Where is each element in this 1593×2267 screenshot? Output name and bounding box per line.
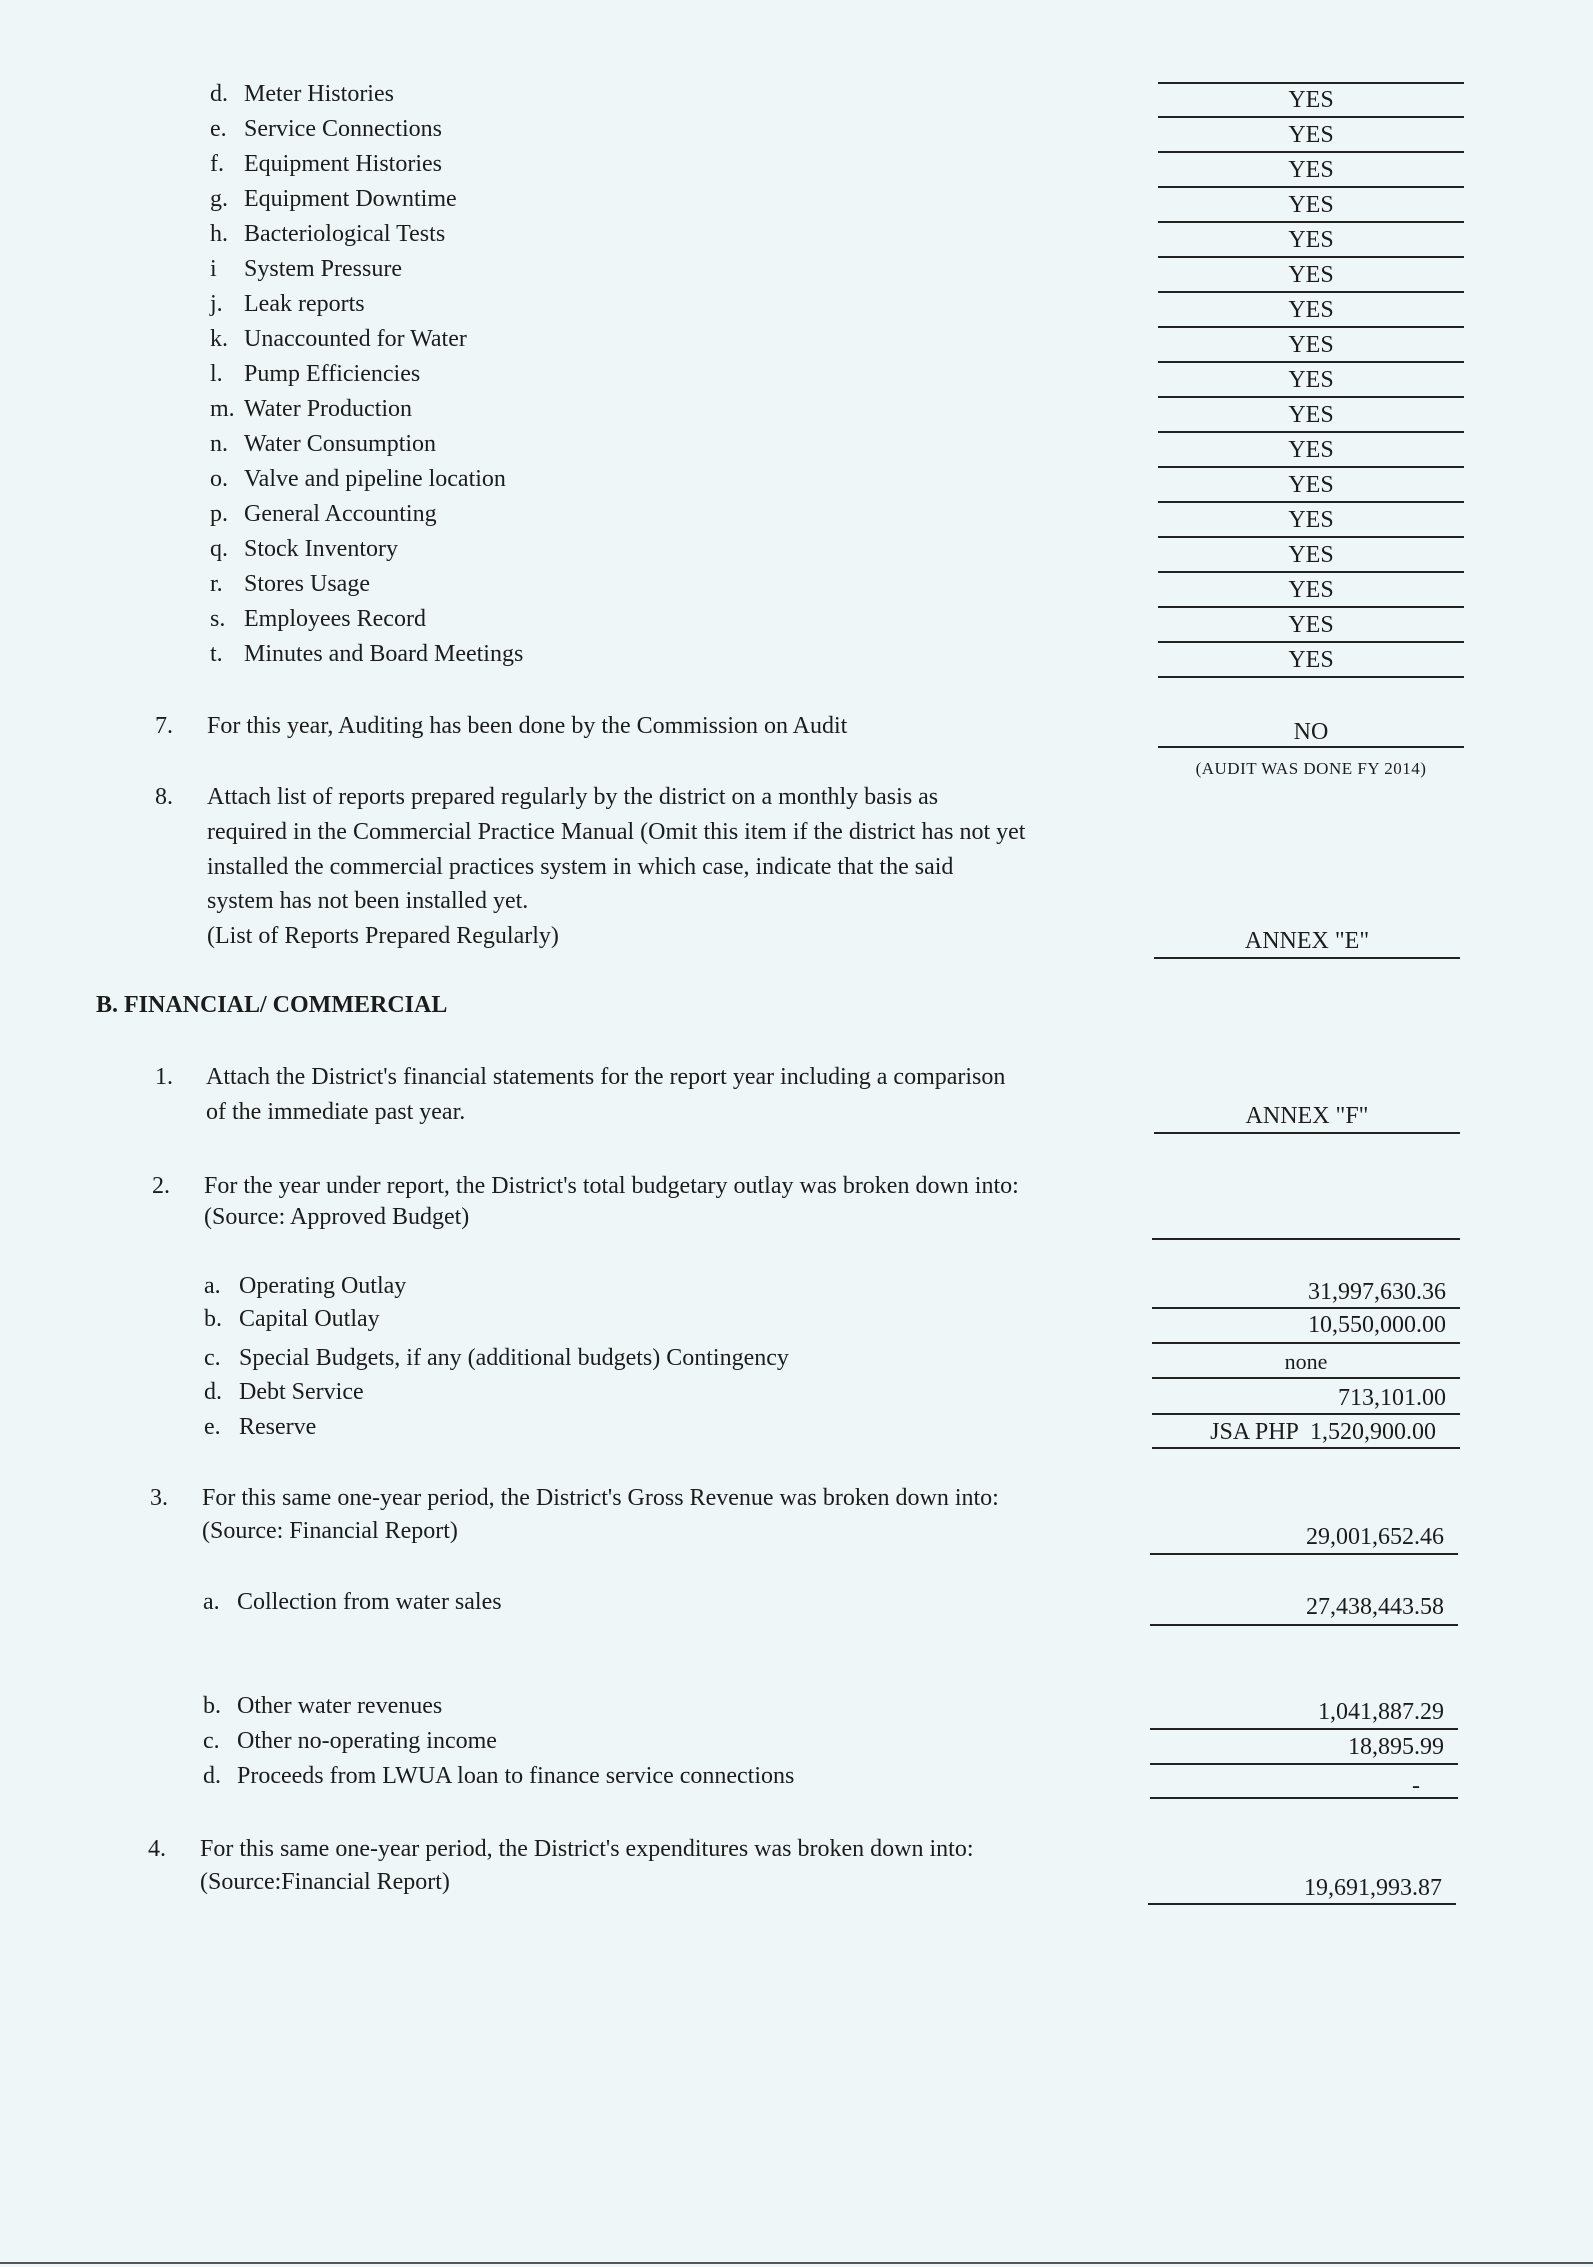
item-label: Other water revenues	[237, 1693, 443, 1719]
item-letter: d.	[204, 1379, 222, 1405]
item-text-line: For this same one-year period, the District's expenditures was broken down into:	[200, 1836, 974, 1862]
page-bottom-edge	[0, 2262, 1593, 2264]
item-label: Collection from water sales	[237, 1589, 502, 1615]
answer-rule	[1150, 1763, 1458, 1765]
amount-value: 27,438,443.58	[1306, 1594, 1444, 1620]
item-label: Water Production	[244, 396, 413, 422]
item-text-line: of the immediate past year.	[206, 1099, 466, 1125]
answer-rule	[1154, 1132, 1460, 1134]
answer-rule	[1158, 116, 1464, 118]
item-label: Leak reports	[244, 291, 365, 317]
item-text-line: system has not been installed yet.	[207, 888, 529, 914]
item-letter: o.	[210, 466, 228, 492]
answer-value: YES	[1288, 437, 1334, 463]
answer-value: YES	[1288, 227, 1334, 253]
item-letter: g.	[210, 186, 228, 212]
item-letter: b.	[203, 1693, 221, 1719]
answer-value: YES	[1288, 157, 1334, 183]
answer-value: YES	[1288, 472, 1334, 498]
item-label: Stores Usage	[244, 571, 370, 597]
item-label: Water Consumption	[244, 431, 437, 457]
amount-value: 31,997,630.36	[1308, 1279, 1446, 1305]
item-label: Pump Efficiencies	[244, 361, 421, 387]
annex-reference: ANNEX "E"	[1244, 928, 1370, 954]
item-number: 1.	[155, 1064, 173, 1090]
item-label: Service Connections	[244, 116, 442, 142]
answer-rule	[1154, 957, 1460, 959]
item-text-line: installed the commercial practices system in which case, indicate that the said	[207, 854, 954, 880]
item-label: Minutes and Board Meetings	[244, 641, 524, 667]
item-letter: k.	[210, 326, 228, 352]
answer-rule	[1150, 1553, 1458, 1555]
answer-rule	[1158, 431, 1464, 433]
amount-value: 18,895.99	[1348, 1734, 1444, 1760]
item-number: 2.	[152, 1173, 170, 1199]
item-text-line: For the year under report, the District's total budgetary outlay was broken down into:	[204, 1173, 1019, 1199]
answer-rule	[1158, 256, 1464, 258]
annex-reference: ANNEX "F"	[1245, 1103, 1369, 1129]
answer-value: YES	[1288, 542, 1334, 568]
item-letter: n.	[210, 431, 228, 457]
item-letter: c.	[203, 1728, 220, 1754]
item-letter: r.	[210, 571, 223, 597]
answer-rule	[1152, 1413, 1460, 1415]
answer-value: YES	[1288, 297, 1334, 323]
item-text-line: Attach the District's financial statements for the report year including a comparison	[206, 1064, 1006, 1090]
answer-rule	[1158, 536, 1464, 538]
item-letter: a.	[203, 1589, 220, 1615]
answer-rule	[1158, 361, 1464, 363]
item-number: 7.	[155, 713, 173, 739]
answer-value: YES	[1288, 507, 1334, 533]
item-label: Reserve	[239, 1414, 317, 1440]
audit-note: (AUDIT WAS DONE FY 2014)	[1195, 759, 1427, 778]
item-number: 4.	[148, 1836, 166, 1862]
amount-value: 1,041,887.29	[1318, 1699, 1444, 1725]
item-letter: e.	[204, 1414, 221, 1440]
answer-value: YES	[1288, 402, 1334, 428]
answer-rule	[1158, 746, 1464, 748]
answer-value: YES	[1288, 122, 1334, 148]
item-label: System Pressure	[244, 256, 402, 282]
expenditures-total: 19,691,993.87	[1304, 1875, 1442, 1901]
item-text-line: (Source: Approved Budget)	[204, 1204, 470, 1230]
answer-rule	[1158, 676, 1464, 678]
answer-rule	[1152, 1377, 1460, 1379]
answer-rule	[1158, 641, 1464, 643]
item-label: Equipment Histories	[244, 151, 442, 177]
item-label: Employees Record	[244, 606, 426, 632]
answer-rule	[1150, 1728, 1458, 1730]
item-text-line: required in the Commercial Practice Manual (Omit this item if the district has not yet	[207, 819, 1026, 845]
item-label: Bacteriological Tests	[244, 221, 446, 247]
item-label: Stock Inventory	[244, 536, 398, 562]
item-text-line: Attach list of reports prepared regularly by the district on a monthly basis as	[207, 784, 939, 810]
item-letter: t.	[210, 641, 223, 667]
item-text: For this year, Auditing has been done by the Commission on Audit	[207, 713, 848, 739]
answer-value: YES	[1288, 262, 1334, 288]
answer-rule	[1150, 1624, 1458, 1626]
answer-rule	[1158, 466, 1464, 468]
answer-rule	[1158, 82, 1464, 84]
item-label: Other no-operating income	[237, 1728, 497, 1754]
answer-rule	[1152, 1447, 1460, 1449]
item-label: General Accounting	[244, 501, 437, 527]
item-label: Proceeds from LWUA loan to finance service connections	[237, 1763, 795, 1789]
item-letter: f.	[210, 151, 224, 177]
item-label: Meter Histories	[244, 81, 394, 107]
answer-rule	[1158, 221, 1464, 223]
item-label: Capital Outlay	[239, 1306, 380, 1332]
item-letter: c.	[204, 1345, 221, 1371]
item-text-line: For this same one-year period, the District's Gross Revenue was broken down into:	[202, 1485, 999, 1511]
item-label: Debt Service	[239, 1379, 364, 1405]
answer-value: YES	[1288, 647, 1334, 673]
item-letter: p.	[210, 501, 228, 527]
item-number: 3.	[150, 1485, 168, 1511]
item-label: Equipment Downtime	[244, 186, 457, 212]
answer-rule	[1152, 1238, 1460, 1240]
answer-value: YES	[1288, 192, 1334, 218]
answer-rule	[1158, 501, 1464, 503]
answer-value: YES	[1288, 612, 1334, 638]
item-letter: m.	[210, 396, 235, 422]
audit-answer: NO	[1293, 719, 1329, 745]
section-heading: B. FINANCIAL/ COMMERCIAL	[96, 992, 448, 1018]
answer-rule	[1158, 396, 1464, 398]
item-letter: j.	[210, 291, 223, 317]
answer-value: YES	[1288, 577, 1334, 603]
item-text-line: (List of Reports Prepared Regularly)	[207, 923, 559, 949]
amount-value: 10,550,000.00	[1308, 1312, 1446, 1338]
amount-value: -	[1412, 1773, 1420, 1799]
amount-value: 713,101.00	[1338, 1385, 1446, 1411]
answer-rule	[1158, 571, 1464, 573]
item-label: Operating Outlay	[239, 1273, 407, 1299]
item-letter: d.	[210, 81, 228, 107]
gross-revenue-total: 29,001,652.46	[1306, 1524, 1444, 1550]
item-label: Unaccounted for Water	[244, 326, 467, 352]
answer-rule	[1158, 326, 1464, 328]
item-label: Valve and pipeline location	[244, 466, 506, 492]
answer-rule	[1158, 291, 1464, 293]
answer-rule	[1150, 1797, 1458, 1799]
item-letter: s.	[210, 606, 226, 632]
amount-value: none	[1284, 1349, 1328, 1374]
answer-rule	[1148, 1903, 1456, 1905]
answer-rule	[1158, 186, 1464, 188]
amount-value: JSA PHP 1,520,900.00	[1210, 1419, 1436, 1445]
answer-value: YES	[1288, 332, 1334, 358]
item-letter: a.	[204, 1273, 221, 1299]
item-text-line: (Source: Financial Report)	[202, 1518, 458, 1544]
answer-rule	[1158, 151, 1464, 153]
item-letter: q.	[210, 536, 228, 562]
item-letter: b.	[204, 1306, 222, 1332]
item-number: 8.	[155, 784, 173, 810]
item-letter: d.	[203, 1763, 221, 1789]
answer-value: YES	[1288, 87, 1334, 113]
item-text-line: (Source:Financial Report)	[200, 1869, 450, 1895]
answer-rule	[1152, 1342, 1460, 1344]
answer-rule	[1152, 1307, 1460, 1309]
item-letter: h.	[210, 221, 228, 247]
item-letter: e.	[210, 116, 227, 142]
answer-value: YES	[1288, 367, 1334, 393]
item-letter: i	[210, 256, 217, 282]
answer-rule	[1158, 606, 1464, 608]
item-letter: l.	[210, 361, 223, 387]
item-label: Special Budgets, if any (additional budgets) Contingency	[239, 1345, 789, 1371]
